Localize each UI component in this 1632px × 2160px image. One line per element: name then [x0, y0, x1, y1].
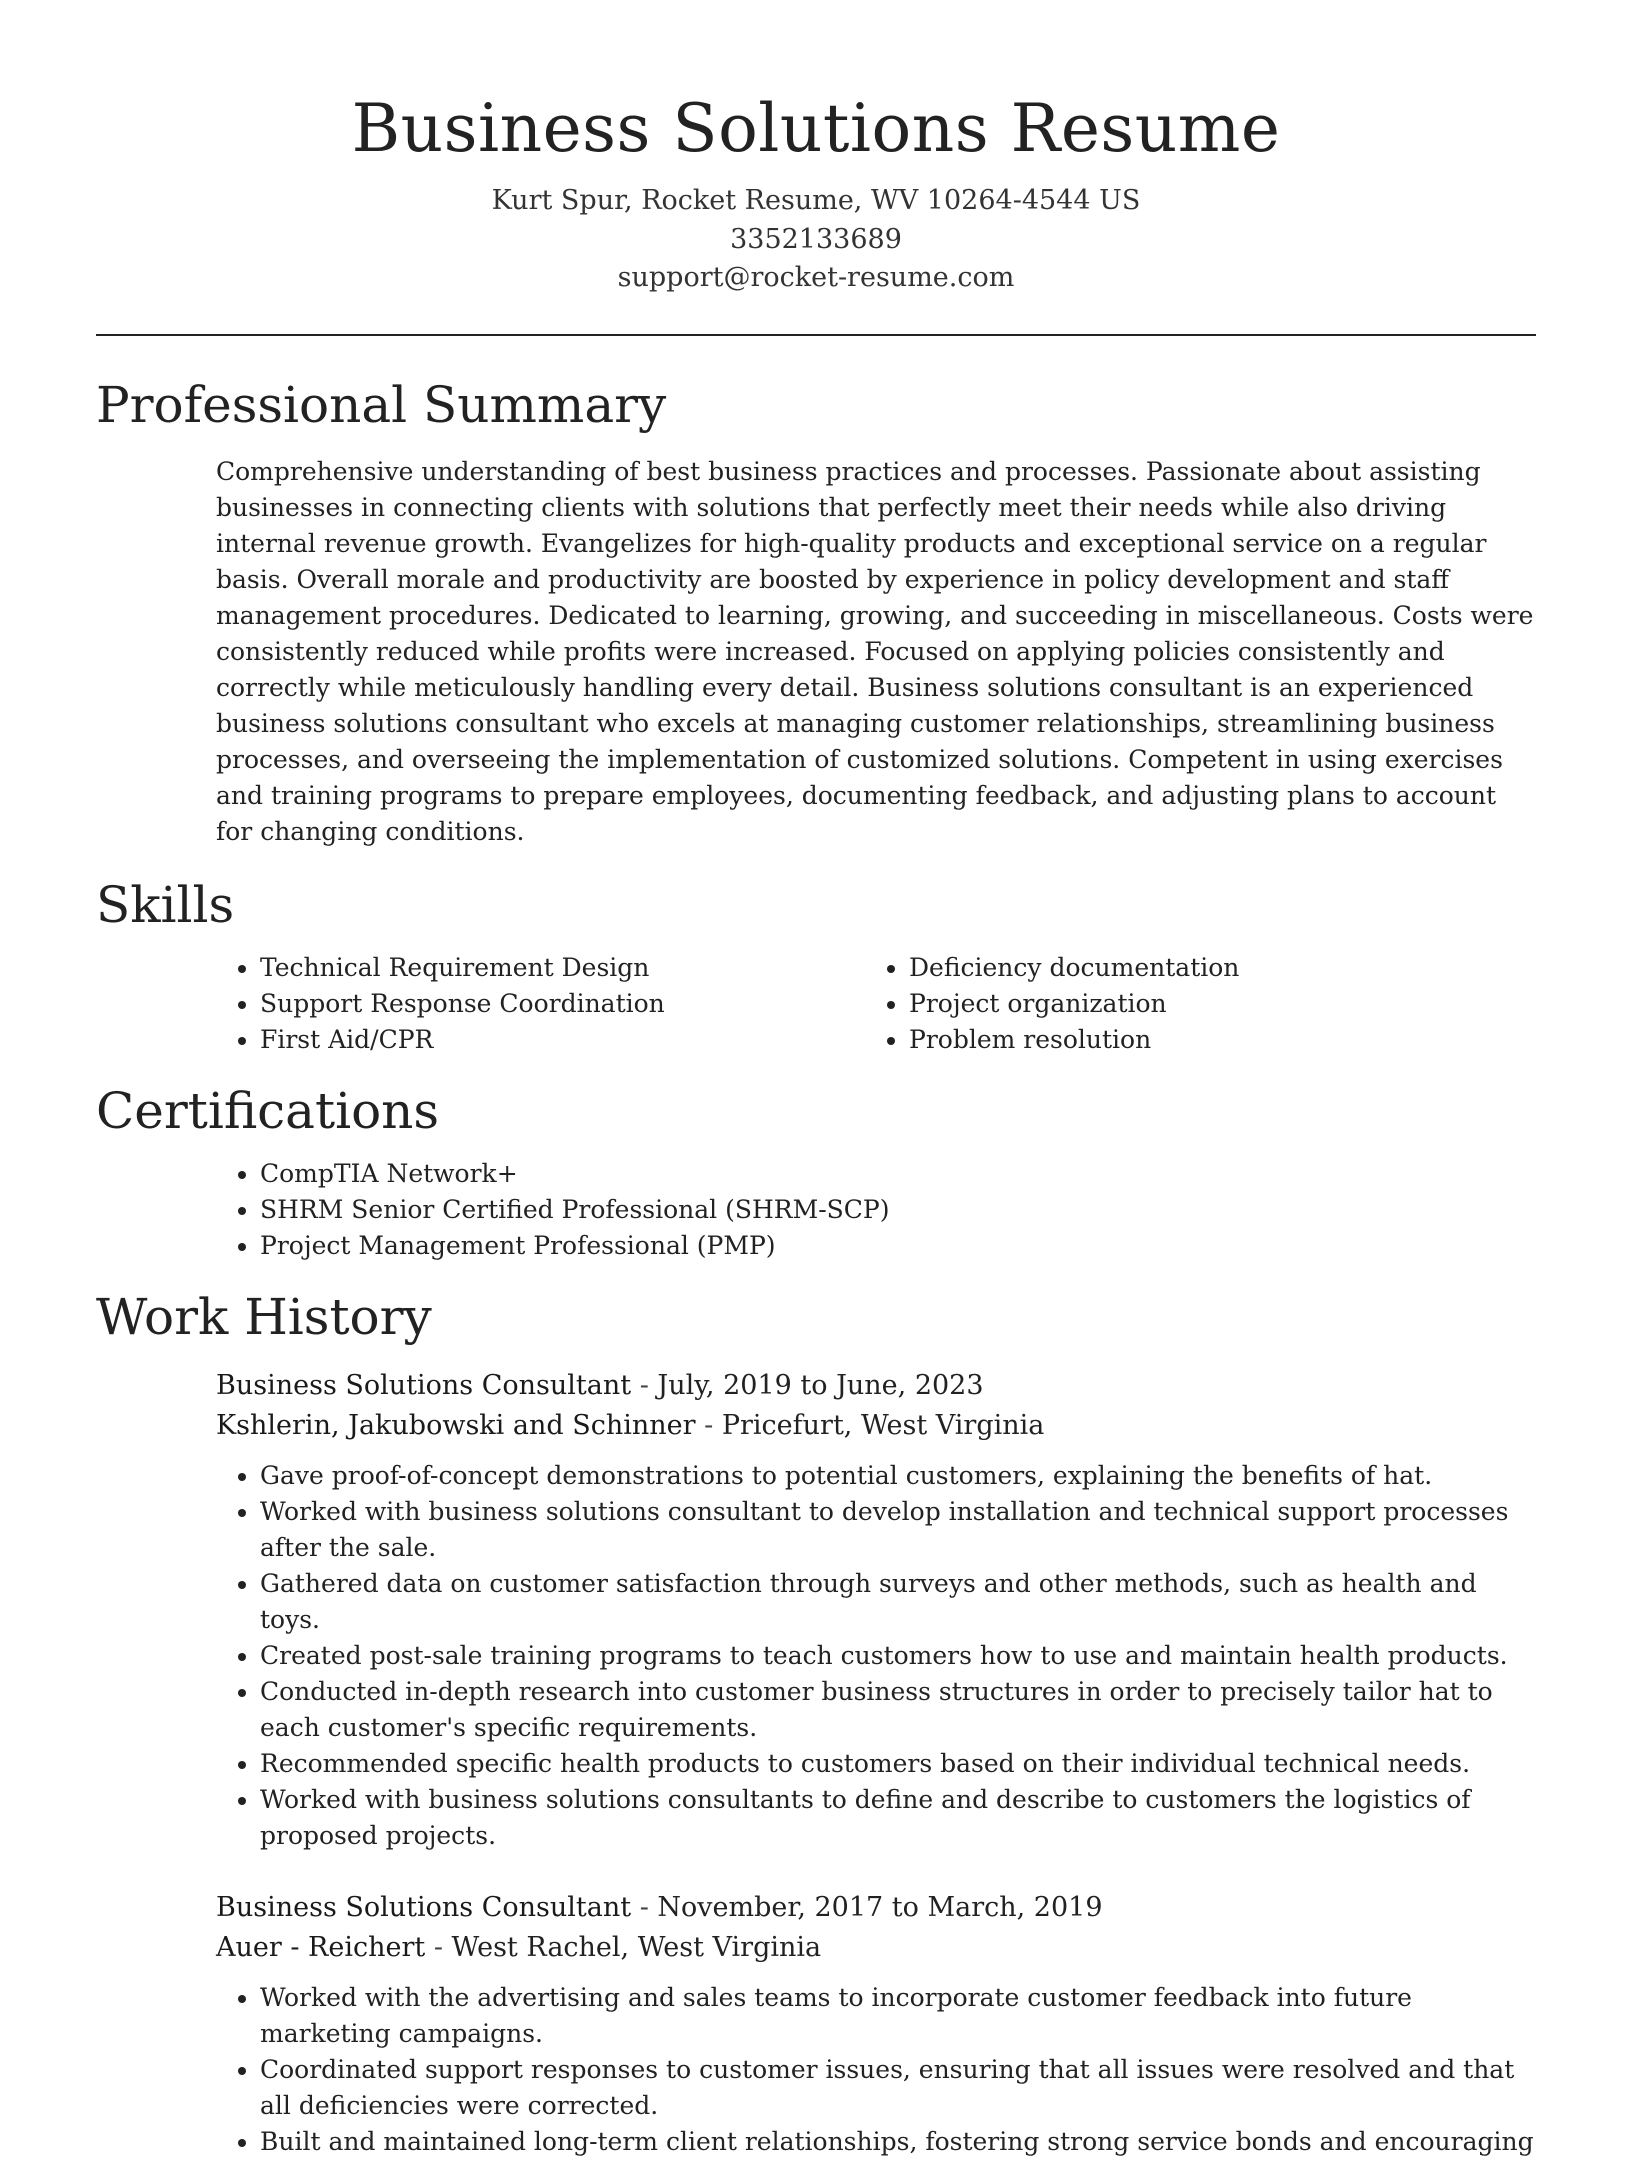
skills-right-list	[865, 950, 1509, 1058]
certification-item: • Project Management Professional (PMP)	[260, 1228, 1536, 1264]
job-entry	[216, 1888, 1536, 2160]
skill-item: • Support Response Coordination	[260, 986, 865, 1022]
job-dates: July, 2019 to June, 2023	[657, 1369, 984, 1401]
skills-section	[96, 874, 1536, 1058]
job-separator: -	[631, 1369, 658, 1401]
certifications-heading: Certifications	[96, 1081, 440, 1140]
job-bullet: • Gave proof-of-concept demonstrations to potential customers, explaining the benefits of hat.	[260, 1458, 1536, 1494]
job-separator: -	[425, 1931, 452, 1963]
contact-email: support@rocket-resume.com	[617, 262, 1015, 293]
skills-left-list	[216, 950, 865, 1058]
job-bullet: • Created post-sale training programs to teach customers how to use and maintain health products.	[260, 1638, 1536, 1674]
certifications-section	[96, 1080, 1536, 1264]
certification-item: • CompTIA Network+	[260, 1156, 1536, 1192]
skill-item: • Deficiency documentation	[909, 950, 1509, 986]
job-bullet: • Built and maintained long-term client relationships, fostering strong service bonds and encouraging	[260, 2124, 1536, 2160]
job-title: Business Solutions Consultant	[216, 1369, 632, 1401]
job-bullet: • Worked with the advertising and sales teams to incorporate customer feedback into future marketing campaigns.	[260, 1980, 1536, 2052]
job-bullet: • Coordinated support responses to customer issues, ensuring that all issues were resolved and that all deficiencies were corrected.	[260, 2052, 1536, 2124]
job-location: Pricefurt, West Virginia	[721, 1409, 1045, 1441]
job-bullet-list	[216, 1980, 1536, 2160]
summary-text: Comprehensive understanding of best business practices and processes. Passionate about assisting businesses in connecting clients with solutions that perfectly meet their needs while also driving internal revenue growth. Evangelizes for high-quality products and exceptional service on a regular basis. Overall morale and productivity are boosted by experience in policy development and staff management procedures. Dedicated to learning, growing, and succeeding in miscellaneous. Costs were consistently reduced while profits were increased. Focused on applying policies consistently and correctly while meticulously handling every detail. Business solutions consultant is an experienced business solutions consultant who excels at managing customer relationships, streamlining business processes, and overseeing the implementation of customized solutions. Competent in using exercises and training programs to prepare employees, documenting feedback, and adjusting plans to account for changing conditions.	[216, 456, 1534, 846]
job-location: West Rachel, West Virginia	[451, 1931, 822, 1963]
certification-item: • SHRM Senior Certified Professional (SHRM-SCP)	[260, 1192, 1536, 1228]
job-company-line	[216, 1928, 1536, 1968]
job-bullet: • Conducted in-depth research into customer business structures in order to precisely tailor hat to each customer's specific requirements.	[260, 1674, 1536, 1746]
job-company: Kshlerin, Jakubowski and Schinner	[216, 1409, 696, 1441]
work-history-section	[96, 1286, 1536, 2160]
contact-info	[96, 182, 1536, 298]
resume-title: Business Solutions Resume	[351, 90, 1281, 167]
summary-section	[96, 374, 1536, 850]
certifications-list	[216, 1156, 1536, 1264]
job-bullet: • Gathered data on customer satisfaction through surveys and other methods, such as health and toys.	[260, 1566, 1536, 1638]
job-dates: November, 2017 to March, 2019	[657, 1891, 1103, 1923]
job-separator: -	[695, 1409, 722, 1441]
work-history-heading: Work History	[96, 1287, 432, 1346]
job-title-line	[216, 1888, 1536, 1928]
job-separator: -	[631, 1891, 658, 1923]
contact-phone: 3352133689	[730, 223, 902, 255]
header-divider	[96, 334, 1536, 336]
skills-grid	[216, 950, 1536, 1058]
job-title-line	[216, 1366, 1536, 1406]
job-company-line	[216, 1406, 1536, 1446]
job-bullet: • Recommended specific health products to customers based on their individual technical needs.	[260, 1746, 1536, 1782]
skill-item: • Technical Requirement Design	[260, 950, 865, 986]
job-company: Auer - Reichert	[216, 1931, 426, 1963]
job-bullet: • Worked with business solutions consultant to develop installation and technical support processes after the sale.	[260, 1494, 1536, 1566]
skill-item: • Project organization	[909, 986, 1509, 1022]
contact-address: Kurt Spur, Rocket Resume, WV 10264-4544 US	[491, 185, 1141, 216]
job-title: Business Solutions Consultant	[216, 1891, 632, 1923]
resume-header	[96, 0, 1536, 298]
skills-heading: Skills	[96, 875, 235, 934]
skill-item: • First Aid/CPR	[260, 1022, 865, 1058]
job-bullet: • Worked with business solutions consultants to define and describe to customers the logistics of proposed projects.	[260, 1782, 1536, 1854]
job-bullet-list	[216, 1458, 1536, 1854]
resume-page	[96, 0, 1536, 2156]
skill-item: • Problem resolution	[909, 1022, 1509, 1058]
job-entry	[216, 1366, 1536, 1854]
summary-heading: Professional Summary	[96, 375, 667, 434]
